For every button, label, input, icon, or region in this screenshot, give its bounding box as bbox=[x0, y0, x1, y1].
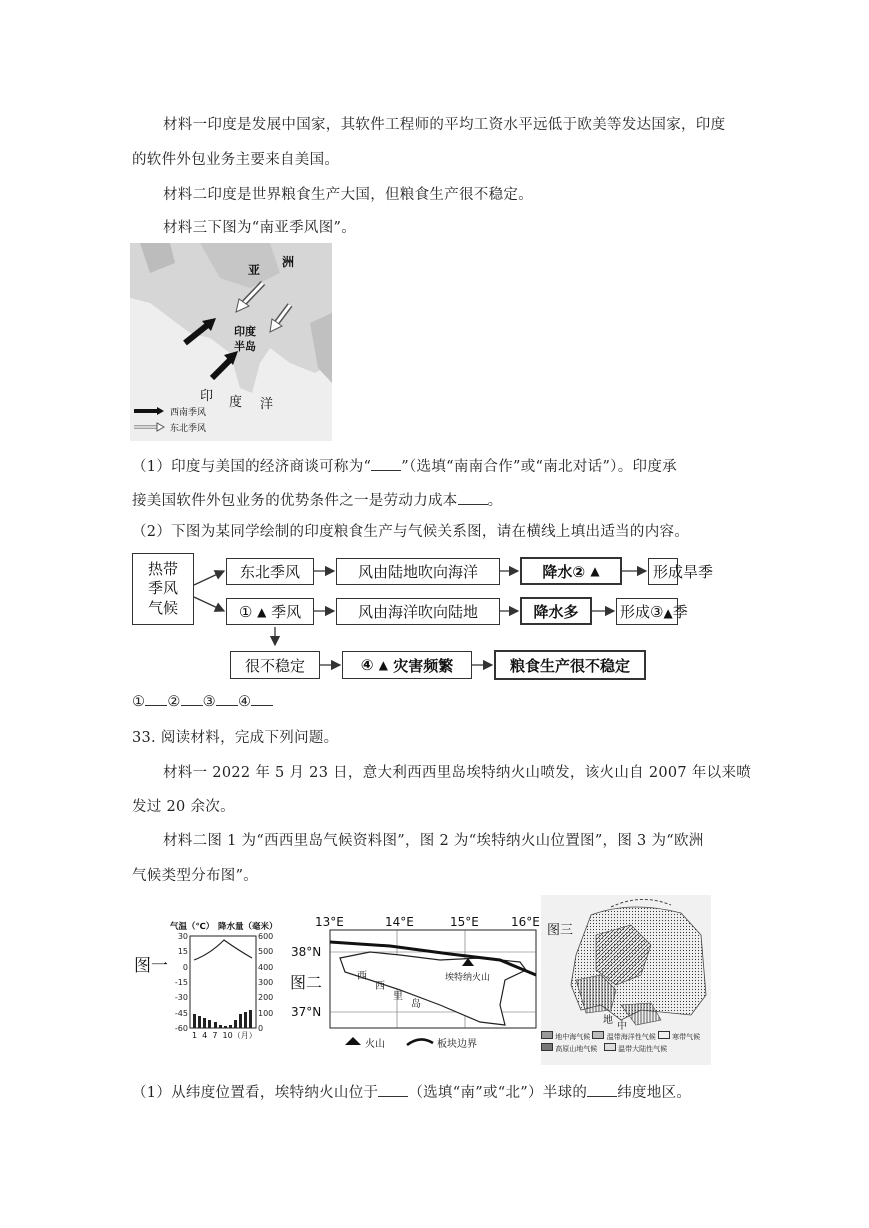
answer-num-4: ④ bbox=[237, 694, 252, 710]
q1-a-pre: （1）印度与美国的经济商谈可称为“ bbox=[132, 459, 372, 475]
precip-bar-feb bbox=[198, 1016, 201, 1028]
precip-bar-apr bbox=[208, 1020, 211, 1028]
q33-1-mid: （选填“南”或“北”）半球的 bbox=[408, 1085, 588, 1101]
map-label-ocean1: 印 bbox=[200, 389, 214, 404]
fig2-etna-map bbox=[285, 915, 540, 1050]
south-asia-monsoon-map bbox=[130, 243, 332, 441]
precip-bar-may bbox=[214, 1022, 217, 1028]
fig2-volcano-name: 埃特纳火山 bbox=[445, 973, 491, 983]
map-label-ocean2: 度 bbox=[229, 395, 243, 410]
precip-tick-label: 500 bbox=[258, 947, 274, 957]
fig2-legend-boundary: 板块边界 bbox=[437, 1039, 477, 1050]
q33-1-blank-2[interactable] bbox=[587, 1084, 617, 1097]
temp-tick-label: 0 bbox=[182, 962, 188, 972]
fig3-legend-c4: 高原山地气候 bbox=[555, 1045, 598, 1053]
blank-triangle-4: ▲ bbox=[378, 658, 388, 672]
fig2-island1: 西 bbox=[357, 971, 367, 982]
fig3-europe-climate-map bbox=[541, 895, 711, 1065]
precip-bar-dec bbox=[249, 1010, 252, 1028]
precip-tick-label: 0 bbox=[258, 1023, 264, 1033]
answer-blanks-line bbox=[132, 693, 273, 710]
legend-ne-label: 东北季风 bbox=[170, 424, 207, 434]
answer-blank-1[interactable] bbox=[145, 693, 167, 706]
fig1-climate-chart bbox=[170, 918, 280, 1043]
india-food-climate-flowchart bbox=[130, 547, 714, 682]
rain-more-box: 降水多 bbox=[520, 597, 592, 625]
temp-tick-label: -15 bbox=[174, 977, 188, 987]
precip-bar-mar bbox=[203, 1018, 206, 1028]
fig2-lon1: 13°E bbox=[315, 915, 344, 929]
precip-bar-jan bbox=[193, 1014, 196, 1028]
disaster-4-box bbox=[342, 651, 472, 679]
blank-triangle-2: ▲ bbox=[590, 564, 600, 578]
map-label-peninsula2: 半岛 bbox=[234, 340, 256, 353]
temp-tick-label: 30 bbox=[177, 932, 188, 941]
legend-sw-label: 西南季风 bbox=[170, 408, 207, 418]
q1-blank-1[interactable] bbox=[371, 458, 401, 471]
precip-tick-label: 100 bbox=[258, 1008, 274, 1018]
rain-2-box bbox=[520, 557, 622, 585]
q1-line-b bbox=[132, 489, 502, 510]
answer-blank-3[interactable] bbox=[216, 693, 238, 706]
land-to-sea-box: 风由陆地吹向海洋 bbox=[336, 558, 500, 585]
fig3-sea-b: 中 bbox=[617, 1021, 627, 1032]
fig3-legend-c3: 寒带气候 bbox=[672, 1033, 701, 1041]
fig2-lat2: 37°N bbox=[291, 1005, 322, 1019]
fig2-lat1: 38°N bbox=[291, 945, 322, 959]
q33-1-pre: （1）从纬度位置看，埃特纳火山位于 bbox=[132, 1085, 379, 1101]
sea-to-land-box: 风由海洋吹向陆地 bbox=[336, 598, 500, 625]
d4-prefix: ④ bbox=[360, 656, 374, 674]
rain-2-prefix: 降水② bbox=[542, 562, 586, 581]
climate-line3: 气候 bbox=[147, 598, 178, 617]
material1-line2: 的软件外包业务主要来自美国。 bbox=[132, 152, 340, 168]
fig1-label: 图一 bbox=[134, 956, 168, 976]
m1-prefix: ① bbox=[238, 602, 253, 621]
fig1-precip-axis: 降水量（毫米） bbox=[218, 922, 278, 932]
temp-tick-label: 15 bbox=[177, 947, 188, 957]
map-label-ocean3: 洋 bbox=[260, 397, 274, 412]
m33-2-line1: 材料二图 1 为“西西里岛气候资料图”，图 2 为“埃特纳火山位置图”，图 3 为“欧洲 bbox=[163, 833, 704, 849]
dry-season-text: 形成旱季 bbox=[653, 563, 714, 581]
answer-num-2: ② bbox=[167, 694, 181, 710]
map-label-continent: 洲 bbox=[282, 255, 295, 269]
form3-prefix: 形成③ bbox=[620, 603, 664, 621]
fig2-island3: 里 bbox=[393, 991, 403, 1002]
fig2-legend-volcano: 火山 bbox=[365, 1039, 385, 1050]
map-label-peninsula1: 印度 bbox=[234, 325, 256, 338]
m1-suffix: 季风 bbox=[271, 603, 302, 621]
tropical-monsoon-climate-box bbox=[132, 553, 194, 625]
fig3-legend bbox=[541, 1031, 711, 1055]
precip-tick-label: 400 bbox=[258, 962, 274, 972]
fig2-label: 图二 bbox=[290, 973, 323, 992]
blank-triangle-1: ▲ bbox=[257, 604, 267, 619]
material2: 材料二印度是世界粮食生产大国，但粮食生产很不稳定。 bbox=[163, 187, 533, 203]
climate-line2: 季风 bbox=[147, 579, 178, 598]
food-unstable-box: 粮食生产很不稳定 bbox=[494, 650, 646, 680]
q33-1-line bbox=[132, 1081, 691, 1102]
form3-suffix: 季 bbox=[672, 603, 688, 621]
fig3-sea-a: 地 bbox=[603, 1015, 613, 1026]
m33-1-line2: 发过 20 余次。 bbox=[132, 799, 235, 815]
fig3-legend-c2: 温带海洋性气候 bbox=[606, 1033, 656, 1041]
temperature-curve bbox=[194, 940, 252, 960]
precip-bar-oct bbox=[239, 1014, 242, 1028]
answer-blank-4[interactable] bbox=[251, 693, 273, 706]
answer-blank-2[interactable] bbox=[181, 693, 203, 706]
fig2-island2: 西 bbox=[375, 981, 385, 992]
answer-num-1: ① bbox=[132, 694, 146, 710]
precip-bar-jun bbox=[219, 1025, 222, 1028]
fig1-months: 1 4 7 10（月） bbox=[192, 1031, 257, 1040]
fig2-island4: 岛 bbox=[411, 999, 421, 1010]
q2-text: （2）下图为某同学绘制的印度粮食生产与气候关系图，请在横线上填出适当的内容。 bbox=[132, 524, 690, 540]
temp-tick-label: -45 bbox=[174, 1008, 188, 1018]
m33-1-line1: 材料一 2022 年 5 月 23 日，意大利西西里岛埃特纳火山喷发，该火山自 2007 年以来喷 bbox=[163, 765, 752, 781]
monsoon-1-box bbox=[226, 598, 314, 625]
dry-season-box bbox=[648, 558, 714, 585]
fig3-legend-c5: 温带大陆性气候 bbox=[618, 1045, 668, 1053]
q1-b-pre: 接美国软件外包业务的优势条件之一是劳动力成本 bbox=[132, 493, 458, 509]
precip-bar-sep bbox=[234, 1020, 237, 1028]
precip-tick-label: 600 bbox=[258, 932, 274, 941]
fig3-legend-c1: 地中海气候 bbox=[555, 1033, 591, 1041]
temp-tick-label: -30 bbox=[174, 993, 188, 1003]
fig2-lon4: 16°E bbox=[511, 915, 540, 929]
precip-tick-label: 300 bbox=[258, 977, 274, 987]
q1-blank-2[interactable] bbox=[458, 492, 488, 505]
unstable-box: 很不稳定 bbox=[230, 651, 320, 679]
temp-tick-label: -60 bbox=[174, 1023, 188, 1033]
answer-num-3: ③ bbox=[202, 694, 216, 710]
map-label-asia: 亚 bbox=[248, 263, 261, 277]
precip-bar-nov bbox=[244, 1012, 247, 1028]
q1-line-a bbox=[132, 455, 677, 476]
climate-line1: 热带 bbox=[147, 559, 178, 578]
q33-1-blank-1[interactable] bbox=[378, 1084, 408, 1097]
precip-bar-jul bbox=[224, 1026, 227, 1028]
d4-suffix: 灾害频繁 bbox=[393, 656, 454, 675]
material1-line1: 材料一印度是发展中国家，其软件工程师的平均工资水平远低于欧美等发达国家，印度 bbox=[163, 117, 726, 133]
fig2-lon3: 15°E bbox=[450, 915, 479, 929]
precip-tick-label: 200 bbox=[258, 993, 274, 1003]
blank-triangle-3: ▲ bbox=[663, 606, 673, 620]
q1-b-post: 。 bbox=[487, 493, 503, 509]
q33-heading: 33. 阅读材料，完成下列问题。 bbox=[132, 730, 339, 746]
m33-2-line2: 气候类型分布图”。 bbox=[132, 868, 259, 884]
fig2-lon2: 14°E bbox=[385, 915, 414, 929]
form-3-box bbox=[616, 598, 688, 625]
q33-1-post: 纬度地区。 bbox=[617, 1085, 692, 1101]
q1-a-post: ”（选填“南南合作”或“南北对话”）。印度承 bbox=[401, 459, 677, 475]
material3: 材料三下图为“南亚季风图”。 bbox=[163, 220, 357, 236]
fig3-label: 图三 bbox=[547, 919, 573, 938]
precip-bar-aug bbox=[229, 1025, 232, 1028]
fig1-temp-axis: 气温（℃） bbox=[170, 922, 215, 932]
ne-monsoon-box: 东北季风 bbox=[226, 558, 314, 585]
